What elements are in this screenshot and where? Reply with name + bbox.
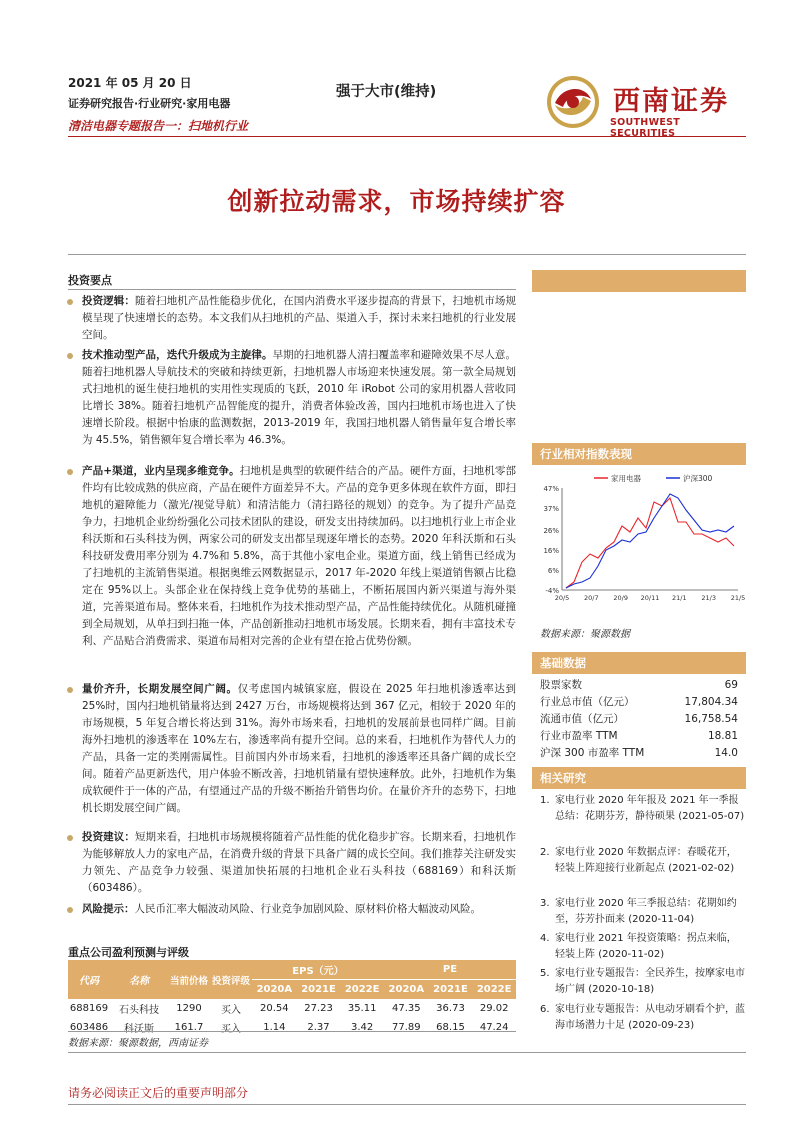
year-header: 2021E: [301, 984, 336, 995]
point-logic: [68, 293, 516, 344]
cell-value: 77.89: [392, 1022, 421, 1033]
cell-code: 603486: [69, 1022, 109, 1033]
cell-price: 1290: [176, 1003, 202, 1014]
earnings-source: 数据来源：聚源数据，西南证券: [68, 1038, 208, 1049]
y-tick-label: 37%: [543, 505, 559, 513]
basic-label: 行业市盈率 TTM: [540, 730, 618, 742]
cell-value: 1.14: [263, 1022, 286, 1033]
point-text: 扫地机是典型的软硬件结合的产品。硬件方面，扫地机零部件均有比较成熟的供应商，产品在硬件方面差异不大。产品的竞争更多体现在软件方面，即扫地机的避障能力（激光/视觉导航）和清洁能力（清扫路径的规划）的竞争。为了提升产品竞争力，扫地机企业纷纷强化公司技术团队的建设，研发支出持续加码。以扫地机行业上市企业科沃斯和石头科技为例，两家公司的研发支出都呈现逐年增长的态势。2020 年科沃斯和石头科技研发费用率分别为 4.7%和 5.8%，高于其他小家电企业。渠道方面，线上销售已经成为了扫地机的主流销售渠道。根据奥维云网数据显示，2017 年-2020 年线上渠道销售额占比稳定在 95%以上。头部企业在保持线上竞争优势的基础上，不断拓展国内新兴渠道与海外渠道，完善渠道布局。整体来看，扫地机作为技术推动型产品，产品性能持续优化。从随机碰撞到全局规划，从单扫到扫拖一体，产品创新推动扫地机市场发展。长期来看，拥有丰富技术专利、产品贴合消费需求、渠道布局相对完善的企业有望在抢占优势份额。: [82, 465, 516, 647]
cell-rating: 买入: [221, 1005, 241, 1016]
report-category: 证券研究报告·行业研究·家用电器: [68, 97, 231, 110]
cell-rating: 买入: [221, 1024, 241, 1035]
table-row: [540, 744, 738, 761]
cell-value: 68.15: [436, 1022, 465, 1033]
cell-price: 161.7: [174, 1022, 204, 1033]
related-title: 家电行业 2021 年投资策略：拐点来临，轻装上阵: [555, 933, 737, 960]
cell-value: 2.37: [307, 1022, 330, 1033]
related-date: (2020-11-02): [598, 948, 665, 960]
x-tick-label: 20/11: [640, 594, 660, 602]
cell-name: 石头科技: [119, 1005, 159, 1016]
legend-label: 家用电器: [611, 474, 641, 483]
related-num: 2.: [540, 847, 550, 858]
y-tick-label: 26%: [543, 527, 559, 535]
legend-label: 沪深300: [683, 474, 713, 483]
related-date: (2021-05-07): [678, 810, 745, 822]
point-bold: 投资逻辑：: [82, 295, 135, 307]
cell-value: 47.24: [479, 1022, 509, 1033]
report-subtitle: 清洁电器专题报告一：扫地机行业: [68, 119, 249, 133]
company-logo: [543, 73, 743, 139]
chart-source: 数据来源：聚源数据: [540, 629, 630, 640]
logo-text-en: SOUTHWEST SECURITIES: [610, 117, 681, 139]
earnings-heading: 重点公司盈利预测与评级: [68, 946, 189, 959]
cell-value: 27.23: [304, 1003, 333, 1014]
col-eps: EPS（元）: [252, 960, 384, 980]
related-item[interactable]: [540, 966, 745, 997]
cell-value: 36.73: [436, 1003, 465, 1014]
related-date: (2021-02-02): [668, 862, 735, 874]
bullet-dot-icon: [67, 907, 73, 913]
table-bottom-divider: [68, 1031, 516, 1032]
bullet-dot-icon: [67, 299, 73, 305]
bullet-dot-icon: [67, 687, 73, 693]
related-item[interactable]: [540, 931, 745, 962]
related-num: 6.: [540, 1004, 550, 1015]
x-tick-label: 21/1: [672, 594, 687, 602]
year-header: 2020A: [388, 984, 425, 995]
related-num: 4.: [540, 933, 550, 944]
y-tick-label: 16%: [543, 547, 559, 555]
page-title: 创新拉动需求，市场持续扩容: [227, 187, 566, 216]
related-item[interactable]: [540, 845, 745, 876]
investment-heading-divider: [68, 289, 516, 290]
basic-value: 17,804.34: [684, 695, 738, 708]
related-date: (2020-10-18): [588, 983, 655, 995]
bullet-dot-icon: [67, 353, 73, 359]
logo-text-cn: 西南证券: [613, 86, 729, 117]
year-header: 2022E: [476, 984, 512, 995]
point-growth: [68, 681, 516, 817]
point-risk: [68, 901, 516, 918]
chart-heading: 行业相对指数表现: [532, 443, 746, 465]
y-tick-label: -4%: [545, 587, 559, 595]
basic-value: 18.81: [707, 729, 738, 742]
x-tick-label: 21/3: [701, 594, 716, 602]
col-code: 代码: [79, 976, 99, 987]
related-item[interactable]: [540, 793, 745, 824]
point-text: 早期的扫地机器人清扫覆盖率和避障效果不尽人意。随着扫地机器人导航技术的突破和持续更新，扫地机器人市场迎来快速发展。第一款全局规划式扫地机的诞生使扫地机的实用性实现质的飞跃，2010 年 iRobot 公司的家用机器人营收同比增长 38%。随着扫地机产品智能度的提升，消费者体验改善，国内扫地机市场也进入了快速增长阶段。根据中怡康的监测数据，2013-2019 年，我国扫地机器人销售量年复合增长率为 45.5%，销售额年复合增长率为 46.3%。: [82, 349, 517, 446]
basic-label: 沪深 300 市盈率 TTM: [540, 747, 645, 759]
basic-data-table: [540, 676, 738, 761]
year-header: 2022E: [344, 984, 380, 995]
relative-index-chart: [532, 468, 746, 618]
related-item[interactable]: [540, 896, 745, 927]
side-top-bar: [532, 270, 746, 292]
basic-value: 16,758.54: [684, 712, 738, 725]
point-bold: 量价齐升，长期发展空间广阔。: [82, 683, 238, 695]
related-item[interactable]: [540, 1002, 745, 1033]
point-advice: [68, 829, 516, 897]
report-date: 2021 年 05 月 20 日: [68, 76, 192, 90]
cell-value: 29.02: [479, 1003, 509, 1014]
title-divider: [68, 254, 746, 255]
cell-value: 47.35: [392, 1003, 421, 1014]
point-text: 人民币汇率大幅波动风险、行业竞争加剧风险、原材料价格大幅波动风险。: [134, 903, 481, 915]
related-num: 5.: [540, 968, 550, 979]
point-bold: 产品+渠道，业内呈现多维竞争。: [82, 465, 240, 477]
col-name: 名称: [129, 976, 149, 987]
cell-code: 688169: [69, 1003, 109, 1014]
table-row: [540, 693, 738, 710]
point-text: 短期来看，扫地机市场规模将随着产品性能的优化稳步扩容。长期来看，扫地机作为能够解放人力的家电产品，在消费升级的背景下具备广阔的成长空间。我们推荐关注研发实力领先、产品竞争力较强、渠道加快拓展的扫地机企业石头科技（688169）和科沃斯（603486）。: [82, 831, 516, 894]
cell-value: 20.54: [260, 1003, 289, 1014]
cell-value: 35.11: [347, 1003, 377, 1014]
basic-label: 行业总市值（亿元）: [540, 696, 635, 708]
point-bold: 投资建议：: [82, 831, 135, 843]
cell-name: 科沃斯: [124, 1024, 154, 1035]
series-line-1: [566, 494, 734, 588]
year-header: 2021E: [433, 984, 468, 995]
bullet-dot-icon: [67, 469, 73, 475]
footer-divider-top: [68, 1052, 746, 1053]
basic-label: 流通市值（亿元）: [540, 713, 624, 725]
header-divider: [68, 136, 746, 137]
related-title: 家电行业 2020 年年报及 2021 年一季报总结：花期芬芳，静待硕果: [555, 795, 739, 822]
related-title: 家电行业 2020 年数据点评：春暖花开，轻装上阵迎接行业新起点: [555, 847, 737, 874]
related-title: 家电行业专题报告：全民养生，按摩家电市场广阔: [555, 968, 745, 995]
x-tick-label: 20/9: [613, 594, 628, 602]
col-rating: 投资评级: [211, 975, 250, 987]
table-row: [540, 676, 738, 693]
x-tick-label: 20/5: [554, 594, 570, 602]
col-price: 当前价格: [169, 975, 208, 987]
related-date: (2020-11-04): [628, 913, 695, 925]
basic-data-heading: 基础数据: [532, 652, 746, 674]
related-heading: 相关研究: [532, 767, 746, 789]
related-title: 家电行业 2020 年三季报总结：花期如约至，芬芳扑面来: [555, 898, 737, 925]
table-row: [540, 710, 738, 727]
x-tick-label: 21/5: [730, 594, 746, 602]
point-channel: [68, 463, 516, 650]
point-bold: 风险提示：: [82, 903, 135, 915]
investment-points: [68, 293, 516, 943]
basic-value: 14.0: [714, 746, 738, 759]
basic-value: 69: [724, 678, 738, 691]
y-tick-label: 47%: [543, 485, 559, 493]
footer-divider-bottom: [68, 1104, 746, 1105]
bullet-dot-icon: [67, 835, 73, 841]
point-tech: [68, 347, 516, 449]
point-text: 随着扫地机产品性能稳步优化，在国内消费水平逐步提高的背景下，扫地机市场规模呈现了快速增长的态势。本文我们从扫地机的产品、渠道入手，探讨未来扫地机的行业发展空间。: [82, 295, 516, 341]
related-num: 3.: [540, 898, 550, 909]
series-line-0: [566, 498, 734, 588]
related-num: 1.: [540, 795, 550, 806]
investment-heading: 投资要点: [68, 274, 112, 287]
basic-label: 股票家数: [540, 679, 582, 691]
industry-rating: 强于大市(维持): [336, 84, 437, 100]
col-pe: PE: [384, 960, 516, 980]
cell-value: 3.42: [351, 1022, 374, 1033]
table-row: [540, 727, 738, 744]
point-bold: 技术推动型产品，迭代升级成为主旋律。: [82, 349, 273, 361]
point-text: 仅考虑国内城镇家庭，假设在 2025 年扫地机渗透率达到 25%时，国内扫地机销量将达到 2427 万台，市场规模将达到 367 亿元，相较于 2020 年的市场规模，5 年复合增长将达到 31%。海外市场来看，扫地机的发展前景也同样广阔。目前海外扫地机的渗透率在 10%左右，渗透率尚有提升空间。总的来看，扫地机作为替代人力的产品，具备一定的类刚需属性。目前国内外市场来看，扫地机的渗透率还具备广阔的成长空间。随着产品更新迭代，用户体验不断改善，扫地机销量有望快速释放。此外，扫地机作为集成软硬件于一体的产品，有望通过产品的升级不断抬升销售均价。在量价齐升的态势下，扫地机长期发展空间广阔。: [82, 683, 517, 814]
footer-disclaimer: 请务必阅读正文后的重要声明部分: [68, 1086, 249, 1100]
chart-svg: [532, 468, 746, 618]
related-title: 家电行业专题报告：从电动牙刷看个护，蓝海市场潜力十足: [555, 1004, 745, 1031]
y-tick-label: 6%: [547, 567, 559, 575]
table-row: [68, 999, 516, 1018]
related-date: (2020-09-23): [628, 1019, 695, 1031]
logo-emblem-icon: [543, 73, 603, 131]
year-header: 2020A: [256, 984, 293, 995]
x-tick-label: 20/7: [584, 594, 599, 602]
earnings-table: [68, 960, 516, 1037]
